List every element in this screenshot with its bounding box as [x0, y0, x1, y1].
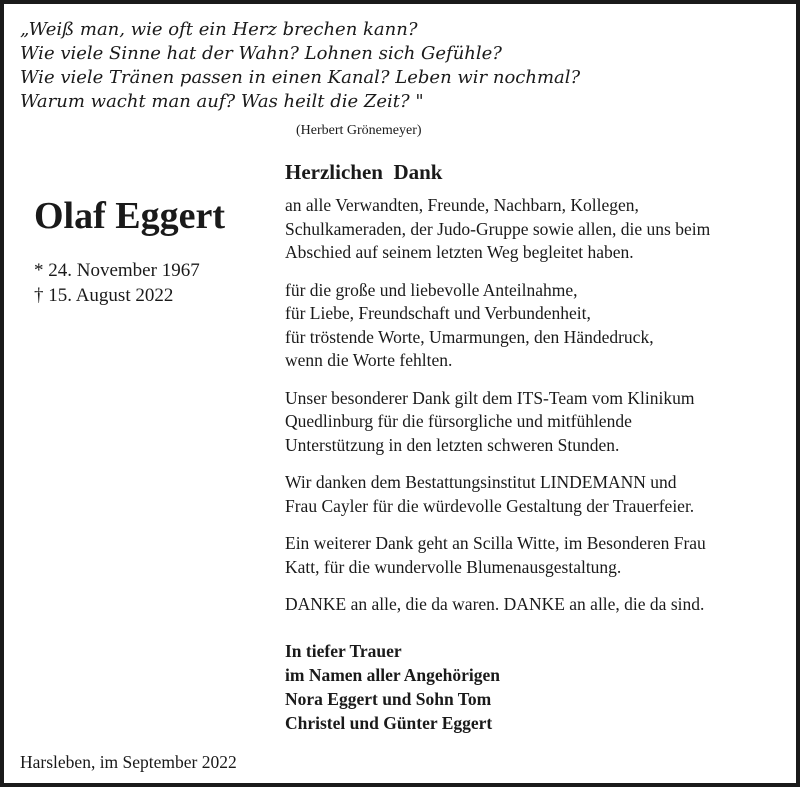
signature-line: im Namen aller Angehörigen — [285, 665, 501, 685]
quote-line: Wie viele Tränen passen in einen Kanal? Leben wir nochmal? — [20, 67, 581, 88]
thanks-paragraph — [285, 279, 710, 373]
signature-line: In tiefer Trauer — [285, 641, 402, 661]
thanks-body — [285, 194, 710, 631]
text-line: wenn die Worte fehlten. — [285, 350, 453, 370]
text-line: Wir danken dem Bestattungsinstitut LINDEMANN und — [285, 472, 677, 492]
death-date: † 15. August 2022 — [34, 285, 174, 306]
quote-line: Warum wacht man auf? Was heilt die Zeit? " — [20, 91, 424, 112]
text-line: für die große und liebevolle Anteilnahme, — [285, 279, 578, 300]
thanks-heading: Herzlichen Dank — [285, 160, 443, 184]
text-line: an alle Verwandten, Freunde, Nachbarn, Kollegen, — [285, 195, 639, 215]
quote-line: Wie viele Sinne hat der Wahn? Lohnen sich Gefühle? — [20, 43, 502, 64]
quote-block — [20, 18, 580, 114]
thanks-paragraph — [285, 593, 710, 617]
text-line: Abschied auf seinem letzten Weg begleitet haben. — [285, 242, 634, 262]
life-dates — [34, 258, 200, 308]
deceased-name: Olaf Eggert — [34, 195, 226, 237]
text-line: Quedlinburg für die fürsorgliche und mitfühlende — [285, 411, 632, 431]
text-line: Ein weiterer Dank geht an Scilla Witte, im Besonderen Frau — [285, 533, 706, 553]
signature-line: Christel und Günter Eggert — [285, 713, 493, 733]
text-line: Schulkameraden, der Judo-Gruppe sowie allen, die uns beim — [285, 218, 711, 239]
text-line: Frau Cayler für die würdevolle Gestaltung der Trauerfeier. — [285, 495, 695, 516]
thanks-paragraph — [285, 387, 710, 458]
text-line: für Liebe, Freundschaft und Verbundenheit, — [285, 303, 591, 323]
signature-block — [285, 639, 500, 735]
text-line: Unterstützung in den letzten schweren Stunden. — [285, 434, 620, 455]
birth-date: * 24. November 1967 — [34, 260, 200, 281]
obituary-card — [4, 4, 796, 783]
place-date: Harsleben, im September 2022 — [20, 752, 237, 772]
text-line: Unser besonderer Dank gilt dem ITS-Team vom Klinikum — [285, 387, 695, 408]
text-line: für tröstende Worte, Umarmungen, den Händedruck, — [285, 326, 654, 347]
quote-line: „Weiß man, wie oft ein Herz brechen kann? — [20, 19, 418, 40]
quote-author: (Herbert Grönemeyer) — [296, 123, 422, 138]
thanks-paragraph — [285, 471, 710, 518]
thanks-paragraph — [285, 532, 710, 579]
text-line: Katt, für die wundervolle Blumenausgestaltung. — [285, 556, 622, 577]
thanks-paragraph — [285, 194, 710, 265]
signature-line: Nora Eggert und Sohn Tom — [285, 689, 492, 709]
text-line: DANKE an alle, die da waren. DANKE an alle, die da sind. — [285, 594, 705, 614]
